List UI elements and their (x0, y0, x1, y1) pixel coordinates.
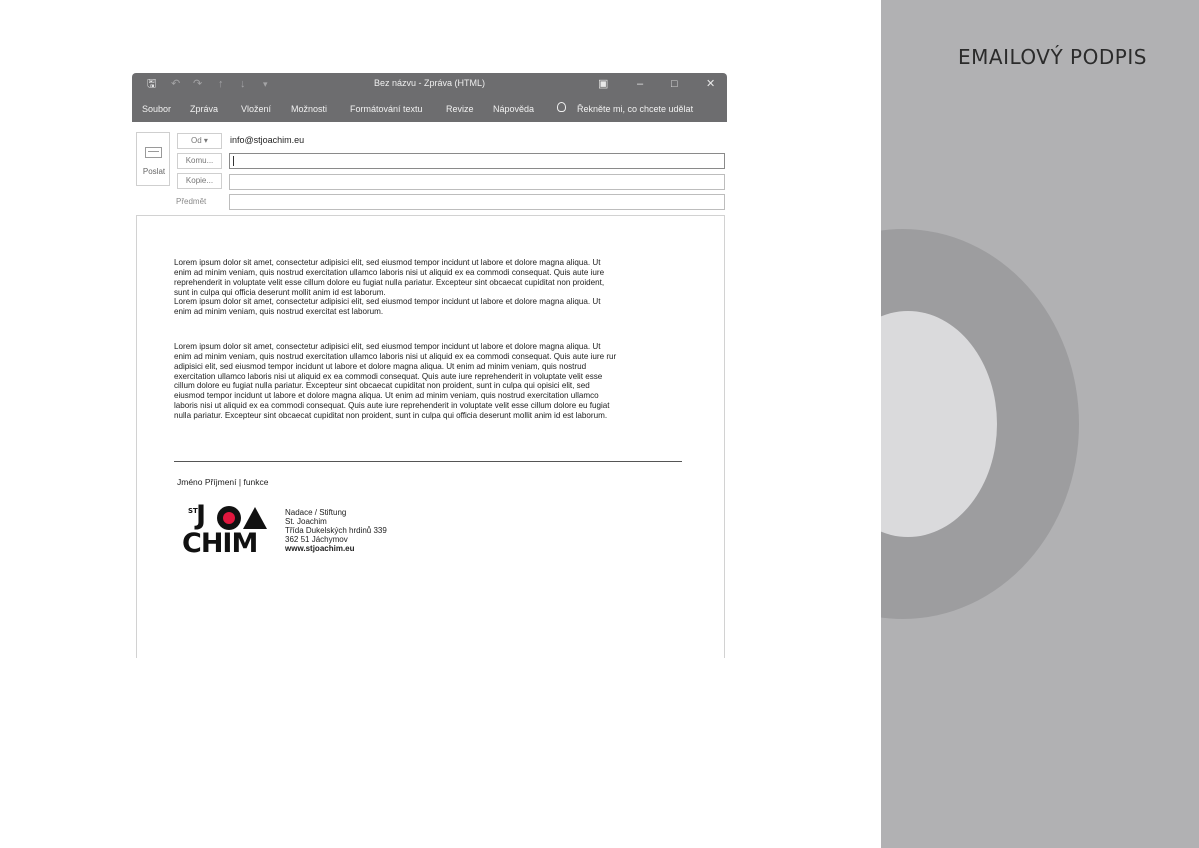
body-paragraph-1 (174, 258, 690, 317)
side-panel (881, 0, 1199, 848)
cc-button[interactable]: Kopie... (177, 173, 222, 189)
text-line: reprehenderit in voluptate velit esse cillum dolore eu fugiat nulla pariatur. Excepteur sint obcaecat cupiditat non proident, (174, 277, 605, 287)
maximize-icon[interactable]: □ (671, 78, 678, 90)
signature-divider (174, 461, 682, 462)
logo-chim-text: CHIM (182, 528, 258, 559)
subject-label: Předmět (176, 197, 207, 206)
lightbulb-icon (557, 102, 566, 112)
send-button[interactable] (136, 132, 170, 186)
text-line: enim ad minim veniam, quis nostrud exercitation ullamco laboris nisi ut aliquid ex ea commodi consequat. Quis aute iure (174, 267, 605, 277)
text-line: cillum dolore eu fugiat nulla pariatur. Excepteur sint obcaecat cupiditat non proident, sunt in culpa qui opisici elit, sed (174, 381, 590, 391)
text-line: enim ad minim veniam, quis nostrud exercitat est laborum. (174, 307, 384, 317)
tab-vlozeni[interactable]: Vložení (241, 104, 272, 114)
tab-revize[interactable]: Revize (446, 104, 474, 114)
to-field[interactable] (229, 153, 725, 169)
arrow-down-icon[interactable]: ↓ (240, 78, 246, 90)
minimize-icon[interactable]: – (637, 78, 644, 90)
text-line: exercitation ullamco laboris nisi ut aliquid ex ea commodi consequat. Quis aute iure reprehenderit in voluptate velit esse (174, 371, 603, 381)
subject-field[interactable] (229, 194, 725, 210)
address-line: 362 51 Jáchymov (285, 535, 348, 544)
website-link[interactable]: www.stjoachim.eu (285, 544, 355, 553)
text-line: adipisici elit, sed eiusmod tempor incidunt ut labore et dolore magna aliqua. Ut enim ad minim veniam, quis nostrud (174, 361, 587, 371)
message-body[interactable] (136, 215, 725, 658)
redo-icon[interactable]: ↷ (193, 78, 203, 90)
save-icon[interactable]: 🖫 (147, 78, 157, 90)
to-button[interactable]: Komu... (177, 153, 222, 169)
tab-moznosti[interactable]: Možnosti (291, 104, 328, 114)
tab-napoveda[interactable]: Nápověda (493, 104, 535, 114)
address-line: Nadace / Stiftung (285, 508, 347, 517)
email-window (132, 73, 727, 658)
text-line: laboris nisi ut aliquid ex ea commodi consequat. Quis aute iure reprehenderit in voluptate velit esse cillum dolore eu fugiat (174, 401, 610, 411)
text-line: nulla pariatur. Excepteur sint obcaecat cupiditat non proident, sunt in culpa qui officia deserunt mollit anim id est laborum. (174, 410, 608, 420)
st-joachim-logo (182, 500, 272, 564)
text-line: Lorem ipsum dolor sit amet, consectetur adipisici elit, sed eiusmod tempor incidunt ut labore et dolore magna aliqua. Ut (174, 342, 601, 351)
window-title: Bez názvu - Zpráva (HTML) (373, 78, 486, 88)
ribbon-display-icon[interactable]: ▣ (598, 78, 609, 90)
tab-zprava[interactable]: Zpráva (190, 104, 219, 114)
signature-name: Jméno Příjmení | funkce (177, 477, 269, 487)
customize-toolbar-icon[interactable]: ▾ (263, 79, 268, 89)
arrow-up-icon[interactable]: ↑ (218, 78, 224, 90)
text-line: Lorem ipsum dolor sit amet, consectetur adipisici elit, sed eiusmod tempor incidunt ut labore et dolore magna aliqua. Ut (174, 258, 601, 267)
panel-title: EMAILOVÝ PODPIS (958, 45, 1147, 69)
undo-icon[interactable]: ↶ (171, 78, 181, 90)
address-line: Třída Dukelských hrdinů 339 (285, 526, 387, 535)
logo-o-circle (217, 506, 241, 530)
logo-a-triangle (243, 507, 267, 529)
from-address: info@stjoachim.eu (230, 135, 305, 145)
tab-soubor[interactable]: Soubor (142, 104, 172, 114)
title-bar (132, 73, 727, 95)
text-line: Lorem ipsum dolor sit amet, consectetur adipisici elit, sed eiusmod tempor incidunt ut labore et dolore magna aliqua. Ut (174, 297, 601, 307)
logo-j-letter: J (196, 500, 207, 531)
ribbon-tabs (132, 95, 727, 122)
send-label: Poslat (142, 167, 166, 176)
tell-me-search[interactable]: Řekněte mi, co chcete udělat (577, 104, 694, 114)
cc-field[interactable] (229, 174, 725, 190)
text-line: sunt in culpa qui officia deserunt mollit anim id est laborum. (174, 287, 386, 297)
text-caret (233, 156, 234, 166)
close-icon[interactable]: ✕ (706, 78, 716, 90)
tab-formatovani-textu[interactable]: Formátování textu (350, 104, 423, 114)
text-line: enim ad minim veniam, quis nostrud exercitation ullamco laboris nisi ut aliquid ex ea commodi consequat. Quis aute iure rur (174, 351, 617, 361)
send-envelope-icon (145, 147, 162, 158)
from-button[interactable]: Od ▾ (177, 133, 222, 149)
body-paragraph-2 (174, 342, 690, 421)
text-line: eiusmod tempor incidunt ut labore et dolore magna aliqua. Ut enim ad minim veniam, quis nostrud exercitation ullamco (174, 391, 599, 401)
logo-st-text: ST (188, 507, 198, 515)
address-line: St. Joachim (285, 517, 327, 526)
